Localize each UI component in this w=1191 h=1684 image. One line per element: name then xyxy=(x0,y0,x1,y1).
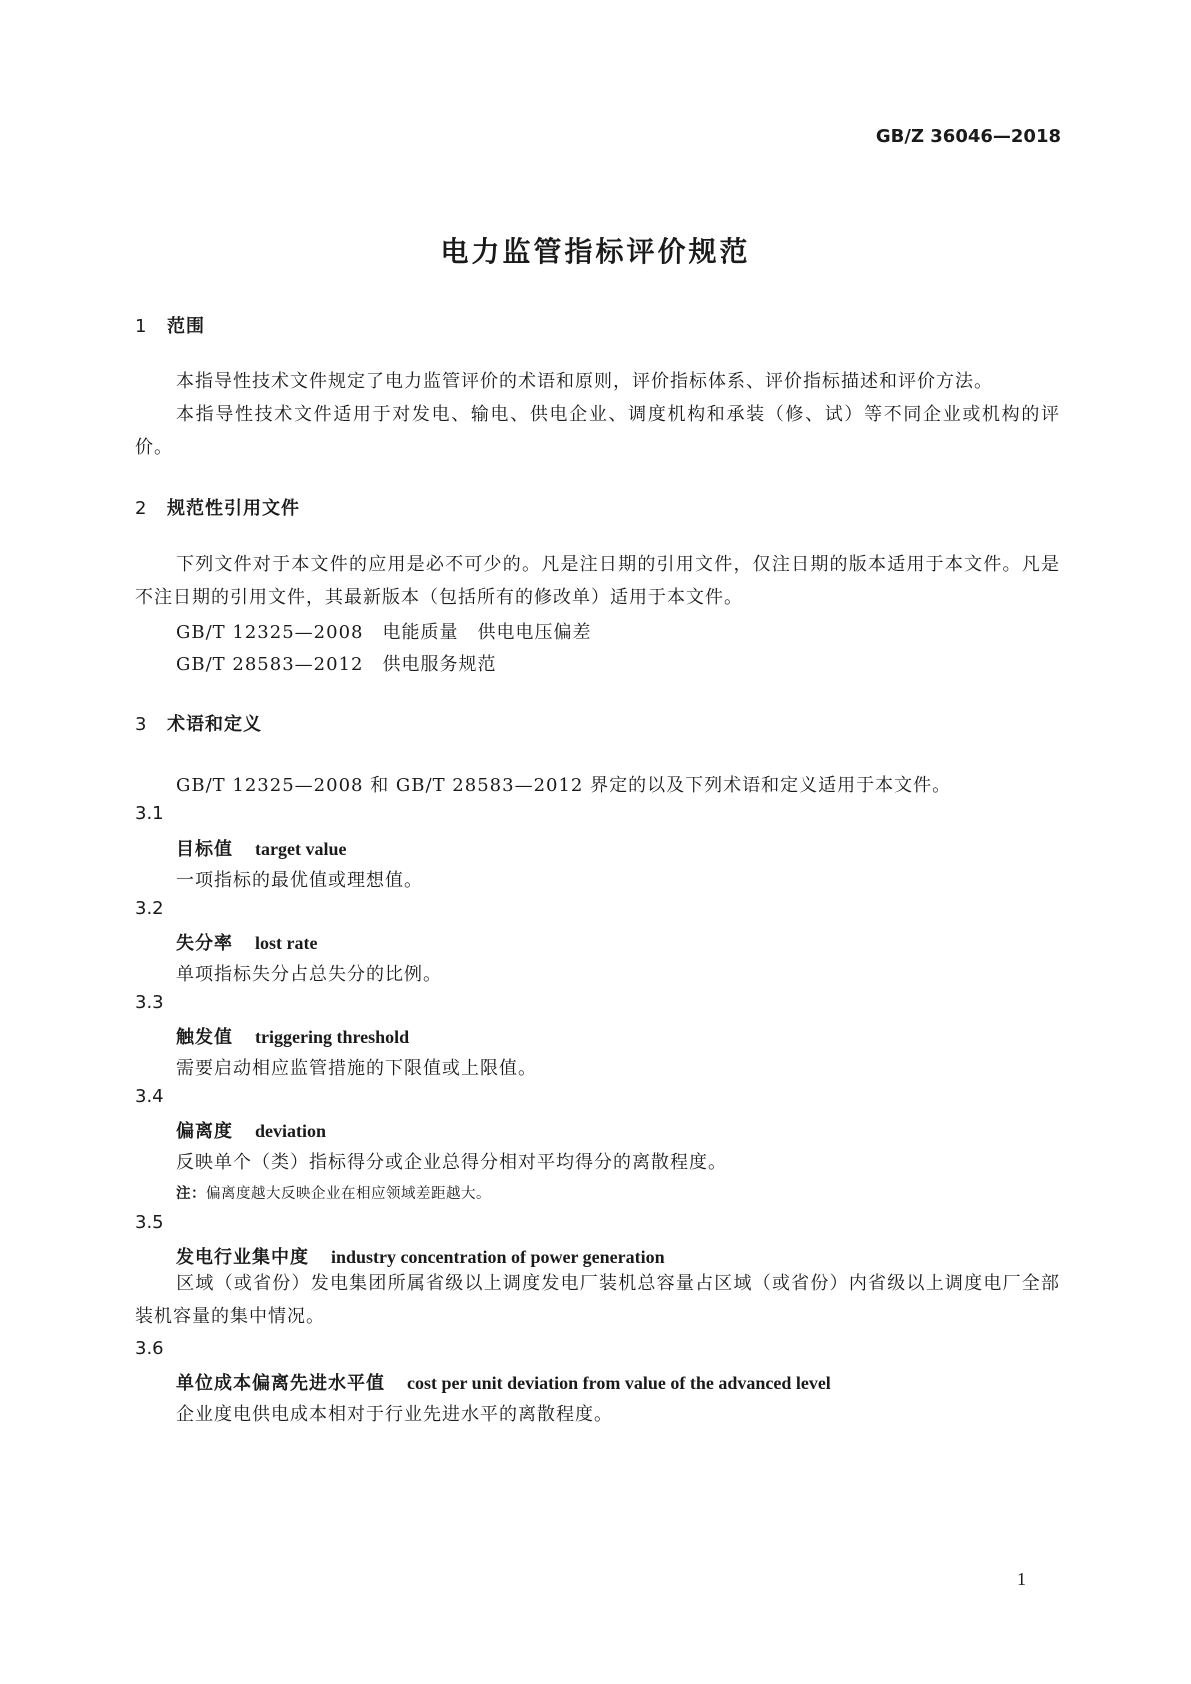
term-cn: 失分率 xyxy=(176,933,233,954)
term-en: triggering threshold xyxy=(255,1027,410,1047)
section-title: 术语和定义 xyxy=(167,714,262,735)
section-title: 规范性引用文件 xyxy=(167,498,300,519)
clause-number: 3.6 xyxy=(135,1338,164,1359)
term-cn: 目标值 xyxy=(176,839,233,860)
term-cn: 发电行业集中度 xyxy=(176,1247,309,1268)
clause-number: 3.1 xyxy=(135,803,164,824)
term-definition: 一项指标的最优值或理想值。 xyxy=(176,870,423,891)
clause-number: 3.5 xyxy=(135,1212,164,1233)
section-title: 范围 xyxy=(167,316,205,337)
term-definition xyxy=(135,1267,1060,1333)
term-definition: 需要启动相应监管措施的下限值或上限值。 xyxy=(176,1058,537,1079)
reference-item: GB/T 12325—2008 电能质量 供电电压偏差 xyxy=(176,622,592,643)
term-note xyxy=(176,1182,491,1203)
section-1-heading xyxy=(135,312,205,338)
term-definition: 反映单个（类）指标得分或企业总得分相对平均得分的离散程度。 xyxy=(176,1152,727,1173)
section-number: 3 xyxy=(135,714,148,735)
section-number: 2 xyxy=(135,498,148,519)
section-3-heading xyxy=(135,710,262,736)
term-heading xyxy=(176,1023,409,1049)
clause-number: 3.4 xyxy=(135,1086,164,1107)
term-definition: 企业度电供电成本相对于行业先进水平的离散程度。 xyxy=(176,1404,613,1425)
term-en: industry concentration of power generation xyxy=(331,1247,665,1267)
term-cn: 单位成本偏离先进水平值 xyxy=(176,1373,385,1394)
page-number: 1 xyxy=(1017,1569,1026,1589)
section-2-heading xyxy=(135,494,300,520)
clause-number: 3.2 xyxy=(135,898,164,919)
term-cn: 偏离度 xyxy=(176,1121,233,1142)
document-title: 电力监管指标评价规范 xyxy=(440,235,751,268)
term-en: deviation xyxy=(255,1121,327,1141)
section-2-paragraph: 下列文件对于本文件的应用是必不可少的。凡是注日期的引用文件，仅注日期的版本适用于本文件。凡是不注日期的引用文件，其最新版本（包括所有的修改单）适用于本文件。 xyxy=(135,554,1060,608)
clause-number: 3.3 xyxy=(135,992,164,1013)
term-heading xyxy=(176,1369,831,1395)
term-definition-text: 区域（或省份）发电集团所属省级以上调度发电厂装机总容量占区域（或省份）内省级以上调度电厂全部装机容量的集中情况。 xyxy=(135,1273,1060,1327)
section-1-paragraph-2: 本指导性技术文件适用于对发电、输电、供电企业、调度机构和承装（修、试）等不同企业或机构的评价。 xyxy=(135,404,1060,458)
section-number: 1 xyxy=(135,316,148,337)
term-en: lost rate xyxy=(255,933,318,953)
section-1-paragraph-1: 本指导性技术文件规定了电力监管评价的术语和原则，评价指标体系、评价指标描述和评价方法。 xyxy=(176,371,993,392)
term-cn: 触发值 xyxy=(176,1027,233,1048)
term-heading xyxy=(176,835,346,861)
term-en: target value xyxy=(255,839,347,859)
note-text: 偏离度越大反映企业在相应领域差距越大。 xyxy=(206,1186,491,1202)
section-3-intro: GB/T 12325—2008 和 GB/T 28583—2012 界定的以及下列术语和定义适用于本文件。 xyxy=(176,775,952,796)
term-heading xyxy=(176,929,317,955)
note-label: 注： xyxy=(176,1186,206,1202)
standard-number: GB/Z 36046—2018 xyxy=(875,126,1061,147)
term-heading xyxy=(176,1117,326,1143)
reference-item: GB/T 28583—2012 供电服务规范 xyxy=(176,654,497,675)
term-en: cost per unit deviation from value of the advanced level xyxy=(407,1373,831,1393)
term-definition: 单项指标失分占总失分的比例。 xyxy=(176,964,442,985)
term-heading xyxy=(176,1243,665,1269)
